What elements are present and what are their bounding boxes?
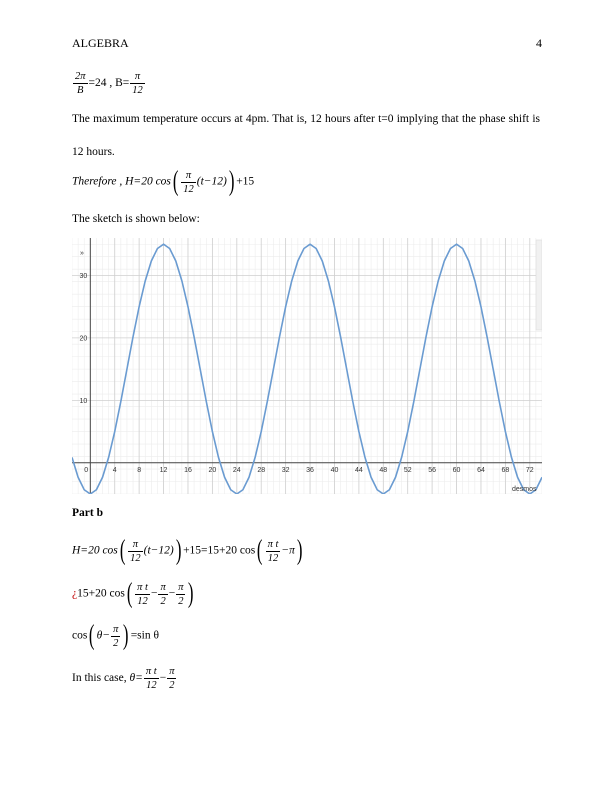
zoom-panel[interactable] xyxy=(536,240,542,330)
fraction: $\frac{\pi}{2}$ xyxy=(160,581,166,607)
equation-h-expanded: H=20 cos( $\frac{\pi}{12}$ (t−12)) +15=15+20 cos( $\frac{\text{π t}}{12}$ −π) xyxy=(72,535,303,566)
x-tick-label: 4 xyxy=(112,466,117,474)
equation-theta: In this case, θ= $\frac{\text{π t}}{12}$ − $\frac{\pi}{2}$ xyxy=(72,666,175,691)
collapse-chevron-icon[interactable]: » xyxy=(80,250,84,257)
x-tick-label: 60 xyxy=(452,466,461,474)
x-tick-label: 28 xyxy=(257,466,266,474)
x-tick-label: 12 xyxy=(159,466,168,474)
x-tick-label: 24 xyxy=(232,466,241,474)
equation-period: $\frac{2\pi}{B}$ =24 , B= $\frac{\pi}{12}$ xyxy=(75,71,143,96)
fraction: $\frac{\pi}{2}$ xyxy=(169,666,175,691)
part-b-heading: Part b xyxy=(72,507,103,519)
fraction: $\frac{2\pi}{B}$ xyxy=(75,71,86,96)
fraction: $\frac{\text{π t}}{12}$ xyxy=(137,581,148,607)
x-tick-label: 8 xyxy=(137,466,142,474)
paragraph-phase-shift: The maximum temperature occurs at 4pm. That is, 12 hours after t=0 implying that the phase shift is 12 hours. xyxy=(72,113,540,158)
y-tick-label: 10 xyxy=(79,397,88,405)
y-tick-label: 30 xyxy=(79,272,88,280)
fraction: $\frac{\pi}{12}$ xyxy=(130,538,141,564)
desmos-watermark: desmos xyxy=(512,486,537,493)
page-number: 4 xyxy=(536,36,542,50)
x-tick-label: 0 xyxy=(84,466,89,474)
fraction: $\frac{\pi}{12}$ xyxy=(183,169,194,195)
sketch-caption: The sketch is shown below: xyxy=(72,213,200,225)
x-tick-label: 72 xyxy=(525,466,534,474)
fraction: $\frac{\pi}{2}$ xyxy=(178,581,184,607)
x-tick-label: 20 xyxy=(208,466,217,474)
cosine-graph xyxy=(72,238,542,494)
x-tick-label: 56 xyxy=(428,466,437,474)
x-tick-label: 44 xyxy=(354,466,363,474)
x-tick-label: 40 xyxy=(330,466,339,474)
x-tick-label: 52 xyxy=(403,466,412,474)
fraction: $\frac{\text{π t}}{12}$ xyxy=(145,666,157,691)
x-tick-label: 68 xyxy=(501,466,510,474)
fraction: $\frac{\pi}{12}$ xyxy=(132,71,143,96)
running-header-title: ALGEBRA xyxy=(72,36,129,50)
equation-rewritten: ¿15+20 cos( $\frac{\text{π t}}{12}$ − $\frac{\pi}{2}$ − $\frac{\pi}{2}$ ) xyxy=(72,578,194,609)
y-tick-label: 20 xyxy=(79,335,88,343)
x-tick-label: 32 xyxy=(281,466,290,474)
x-tick-label: 16 xyxy=(184,466,192,474)
x-tick-label: 48 xyxy=(379,466,388,474)
x-tick-label: 36 xyxy=(306,466,314,474)
equation-therefore: Therefore , H=20 cos( $\frac{\pi}{12}$ (t−12)) +15 xyxy=(72,166,255,197)
fraction: $\frac{\pi}{2}$ xyxy=(113,623,119,649)
fraction: $\frac{\text{π t}}{12}$ xyxy=(267,538,279,564)
equation-identity: cos( θ− $\frac{\pi}{2}$ ) =sin θ xyxy=(72,620,159,651)
x-tick-label: 64 xyxy=(477,466,485,474)
